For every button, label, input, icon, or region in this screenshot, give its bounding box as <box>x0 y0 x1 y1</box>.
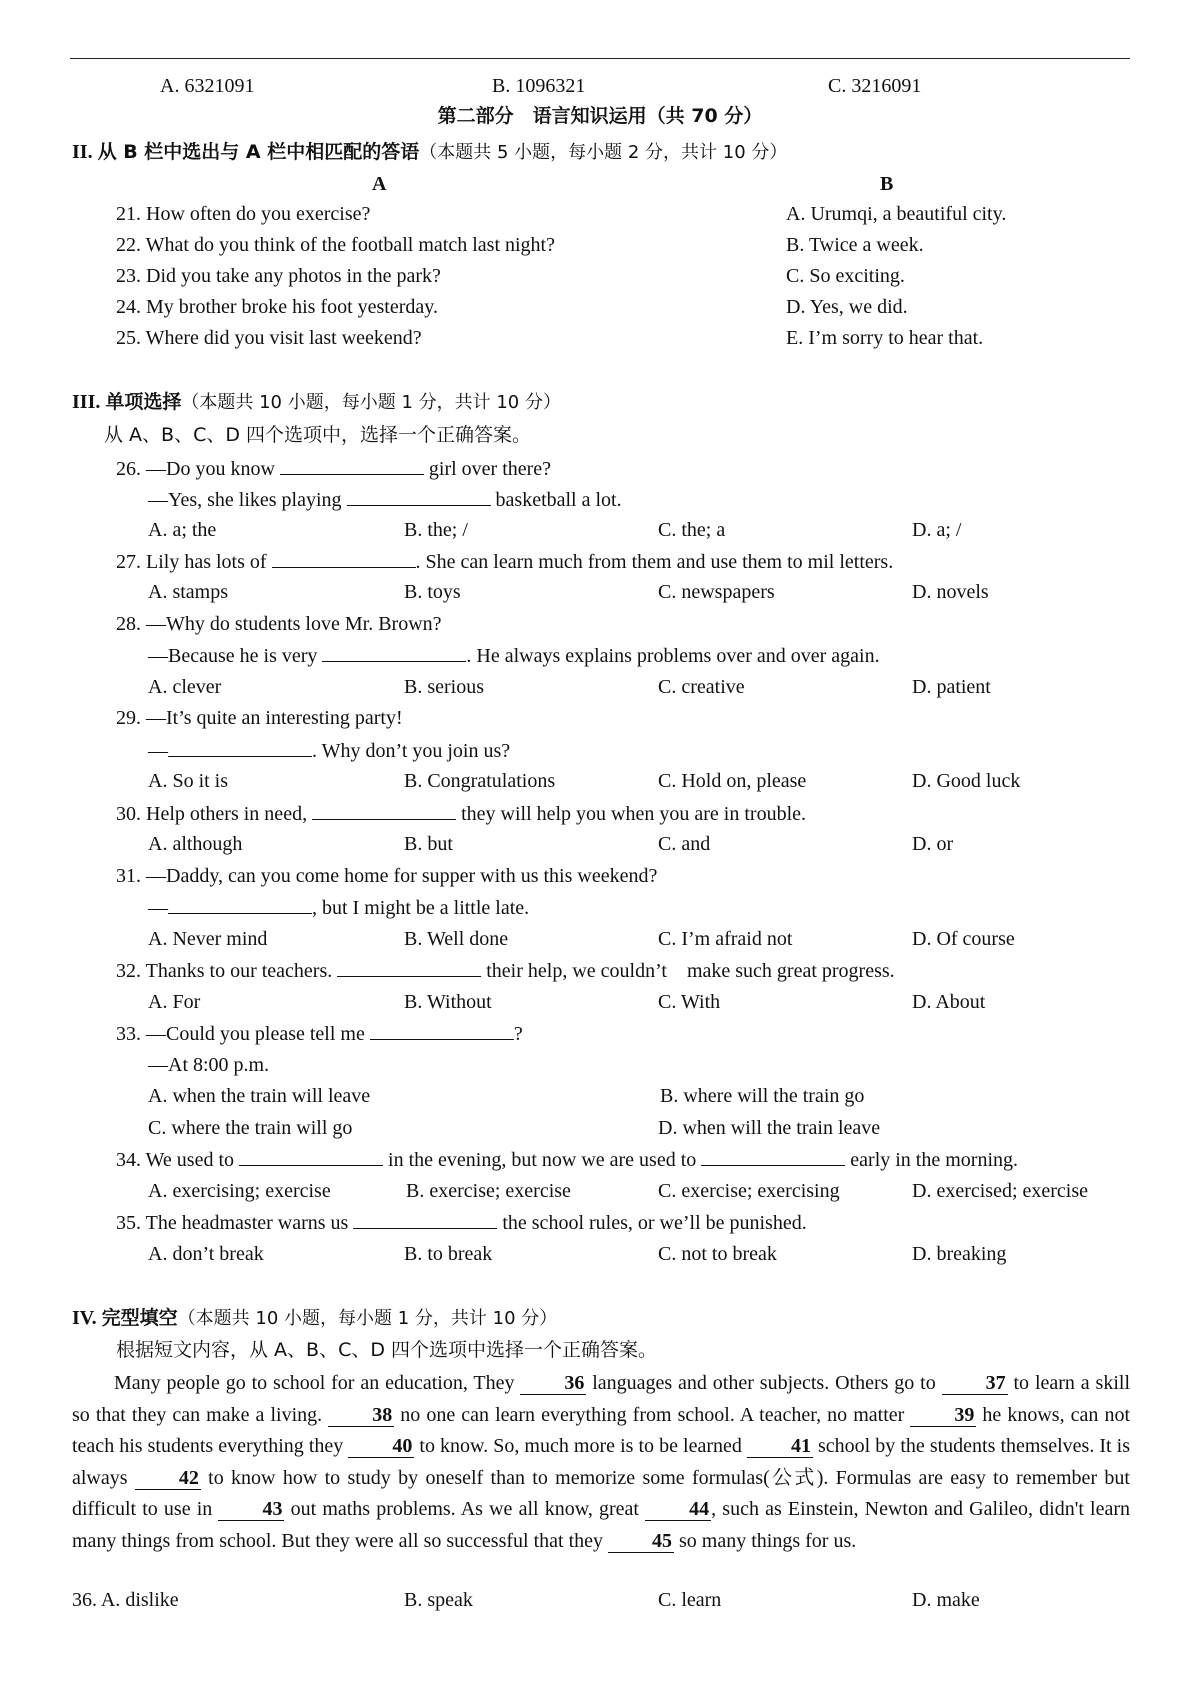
choice[interactable]: C. the; a <box>658 519 726 541</box>
match-question: 25. Where did you visit last weekend? <box>116 327 422 349</box>
question-29-line1: 29. —It’s quite an interesting party! <box>116 707 403 729</box>
section4-num: IV. <box>72 1307 97 1329</box>
match-question: 23. Did you take any photos in the park? <box>116 265 441 287</box>
choice[interactable]: D. exercised; exercise <box>912 1180 1089 1202</box>
question-27: 27. Lily has lots of . She can learn much from them and use them to mil letters. <box>116 547 893 576</box>
choice[interactable]: C. not to break <box>658 1243 777 1265</box>
question-33-line1: 33. —Could you please tell me ? <box>116 1019 523 1048</box>
section3-note: （本题共 10 小题，每小题 1 分，共计 10 分） <box>181 392 561 413</box>
answer-blank[interactable] <box>322 641 466 662</box>
option-b: B. 1096321 <box>492 75 586 97</box>
cloze-blank[interactable]: 39 <box>910 1404 976 1427</box>
cloze-blank[interactable]: 40 <box>348 1435 414 1458</box>
answer-blank[interactable] <box>168 736 312 757</box>
choice[interactable]: B. Well done <box>404 928 509 950</box>
question-28-line2: —Because he is very . He always explains problems over and over again. <box>148 641 880 670</box>
choice[interactable]: D. make <box>912 1589 980 1611</box>
choice[interactable]: A. a; the <box>148 519 217 541</box>
cloze-blank[interactable]: 38 <box>328 1404 394 1427</box>
match-question: 24. My brother broke his foot yesterday. <box>116 296 438 318</box>
choice[interactable]: A. don’t break <box>148 1243 264 1265</box>
question-32: 32. Thanks to our teachers. their help, we couldn’t make such great progress. <box>116 956 895 985</box>
choice[interactable]: A. when the train will leave <box>148 1085 371 1107</box>
choice[interactable]: A. exercising; exercise <box>148 1180 331 1202</box>
section2-title: 从 B 栏中选出与 A 栏中相匹配的答语 <box>97 141 420 163</box>
answer-blank[interactable] <box>370 1019 514 1040</box>
question-31-line2: — , but I might be a little late. <box>148 893 529 922</box>
choice[interactable]: B. Without <box>404 991 492 1013</box>
answer-blank[interactable] <box>280 454 424 475</box>
choice[interactable]: C. exercise; exercising <box>658 1180 840 1202</box>
cloze-blank[interactable]: 45 <box>608 1530 674 1553</box>
cloze-blank[interactable]: 43 <box>218 1498 284 1521</box>
choice[interactable]: A. Never mind <box>148 928 268 950</box>
section2-header <box>72 138 787 167</box>
cloze-blank[interactable]: 41 <box>747 1435 813 1458</box>
answer-blank[interactable] <box>168 893 312 914</box>
choice[interactable]: D. Good luck <box>912 770 1021 792</box>
choice[interactable]: D. or <box>912 833 954 855</box>
choice[interactable]: D. novels <box>912 581 989 603</box>
section2-num: II. <box>72 141 93 163</box>
match-question: 22. What do you think of the football match last night? <box>116 234 555 256</box>
choice[interactable]: D. a; / <box>912 519 962 541</box>
choice[interactable]: B. toys <box>404 581 461 603</box>
choice[interactable]: B. but <box>404 833 453 855</box>
choice[interactable]: B. Congratulations <box>404 770 556 792</box>
question-28-line1: 28. —Why do students love Mr. Brown? <box>116 613 442 635</box>
choice[interactable]: B. exercise; exercise <box>406 1180 571 1202</box>
choice[interactable]: C. and <box>658 833 711 855</box>
column-a-label: A <box>372 173 387 195</box>
question-30: 30. Help others in need, they will help you when you are in trouble. <box>116 799 806 828</box>
choice[interactable]: C. creative <box>658 676 745 698</box>
choice[interactable]: B. serious <box>404 676 484 698</box>
answer-blank[interactable] <box>239 1145 383 1166</box>
section4-header <box>72 1304 557 1333</box>
match-question: 21. How often do you exercise? <box>116 203 371 225</box>
choice[interactable]: D. Of course <box>912 928 1015 950</box>
match-answer: A. Urumqi, a beautiful city. <box>786 203 1007 225</box>
section4-title: 完型填空 <box>101 1307 178 1329</box>
answer-blank[interactable] <box>353 1208 497 1229</box>
question-29-line2: — . Why don’t you join us? <box>148 736 510 765</box>
cloze-blank[interactable]: 42 <box>135 1467 201 1490</box>
choice[interactable]: C. learn <box>658 1589 722 1611</box>
cloze-blank[interactable]: 37 <box>942 1372 1008 1395</box>
question-31-line1: 31. —Daddy, can you come home for supper with us this weekend? <box>116 865 658 887</box>
answer-blank[interactable] <box>272 547 416 568</box>
choice[interactable]: D. breaking <box>912 1243 1007 1265</box>
choice[interactable]: C. newspapers <box>658 581 775 603</box>
section4-instructions: 根据短文内容，从 A、B、C、D 四个选项中选择一个正确答案。 <box>116 1339 658 1361</box>
option-a: A. 6321091 <box>160 75 255 97</box>
choice[interactable]: C. where the train will go <box>148 1117 353 1139</box>
choice[interactable]: A. So it is <box>148 770 229 792</box>
choice[interactable]: C. With <box>658 991 721 1013</box>
choice[interactable]: C. I’m afraid not <box>658 928 793 950</box>
question-34: 34. We used to in the evening, but now we are used to early in the morning. <box>116 1145 1018 1174</box>
choice[interactable]: 36. A. dislike <box>72 1589 179 1611</box>
choice[interactable]: B. to break <box>404 1243 493 1265</box>
choice[interactable]: A. stamps <box>148 581 228 603</box>
cloze-blank[interactable]: 44 <box>645 1498 711 1521</box>
answer-blank[interactable] <box>337 956 481 977</box>
choice[interactable]: D. patient <box>912 676 991 698</box>
column-b-label: B <box>880 173 894 195</box>
section3-title: 单项选择 <box>105 391 182 413</box>
section3-instructions: 从 A、B、C、D 四个选项中，选择一个正确答案。 <box>104 424 532 446</box>
section3-header <box>72 388 561 417</box>
cloze-passage: Many people go to school for an education, They 36 languages and other subjects. Others go to 37 to learn a skill so that they can make a living. 38 no one can learn everything from school. A teacher, no matter 39 he knows, can not teach his students everything they 40 to know. So, much more is to be learned 41 school by the students themselves. It is always 42 to know how to study by oneself than to memorize some formulas(公式). Formulas are easy to remember but difficult to use in 43 out maths problems. As we all know, great 44 , such as Einstein, Newton and Galileo, didn't learn many things from school. But they were all so successful that they 45 so many things for us. <box>72 1372 1131 1552</box>
question-26-line2: —Yes, she likes playing basketball a lot. <box>148 485 622 514</box>
choice[interactable]: A. although <box>148 833 243 855</box>
answer-blank[interactable] <box>312 799 456 820</box>
answer-blank[interactable] <box>347 485 491 506</box>
choice[interactable]: C. Hold on, please <box>658 770 807 792</box>
match-answer: E. I’m sorry to hear that. <box>786 327 984 349</box>
answer-blank[interactable] <box>701 1145 845 1166</box>
part2-title: 第二部分 语言知识运用（共 70 分） <box>437 105 763 127</box>
section4-note: （本题共 10 小题，每小题 1 分，共计 10 分） <box>177 1308 558 1329</box>
choice[interactable]: B. where will the train go <box>660 1085 865 1107</box>
question-33-line2: —At 8:00 p.m. <box>148 1054 270 1076</box>
choice[interactable]: B. speak <box>404 1589 473 1611</box>
section2-note: （本题共 5 小题，每小题 2 分，共计 10 分） <box>419 142 788 163</box>
match-answer: B. Twice a week. <box>786 234 924 256</box>
option-c: C. 3216091 <box>828 75 922 97</box>
section3-num: III. <box>72 391 101 413</box>
cloze-blank[interactable]: 36 <box>520 1372 586 1395</box>
question-35: 35. The headmaster warns us the school rules, or we’ll be punished. <box>116 1208 807 1237</box>
choice[interactable]: D. About <box>912 991 986 1013</box>
match-answer: D. Yes, we did. <box>786 296 908 318</box>
choice[interactable]: D. when will the train leave <box>658 1117 881 1139</box>
choice[interactable]: A. For <box>148 991 201 1013</box>
question-26-line1: 26. —Do you know girl over there? <box>116 454 551 483</box>
header-rule <box>70 58 1130 59</box>
choice[interactable]: B. the; / <box>404 519 468 541</box>
match-answer: C. So exciting. <box>786 265 905 287</box>
choice[interactable]: A. clever <box>148 676 222 698</box>
